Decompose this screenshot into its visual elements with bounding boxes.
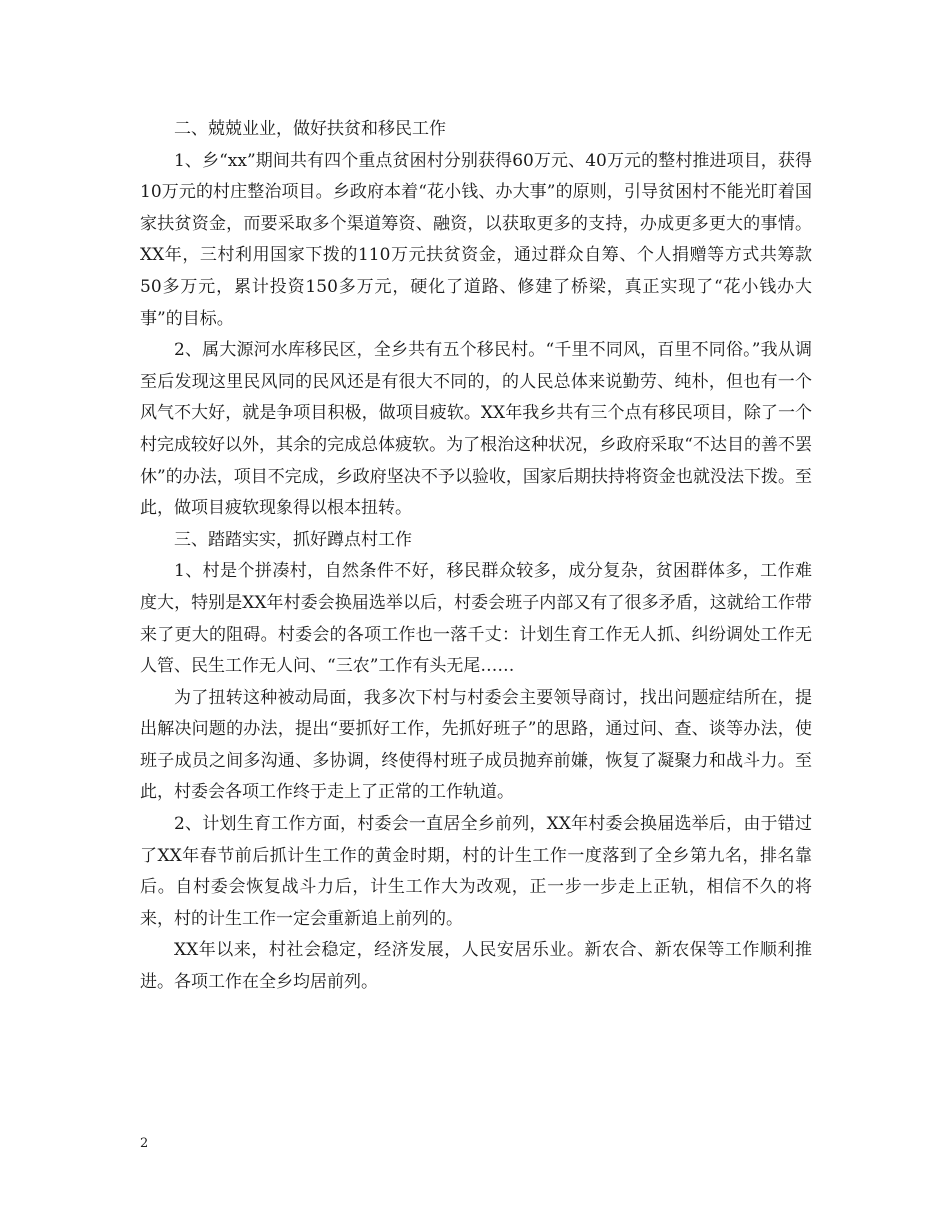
- page-number: 2: [140, 1136, 149, 1151]
- paragraph-poverty-projects: 1、乡“xx”期间共有四个重点贫困村分别获得60万元、40万元的整村推进项目，获得10万元的村庄整治项目。乡政府本着“花小钱、办大事”的原则，引导贫困村不能光盯着国家扶贫资金，而要采取多个渠道筹资、融资，以获取更多的支持，办成更多更大的事情。XX年，三村利用国家下拨的110万元扶贫资金，通过群众自筹、个人捐赠等方式共筹款50多万元，累计投资150多万元，硬化了道路、修建了桥梁，真正实现了“花小钱办大事”的目标。: [140, 150, 812, 329]
- section-heading-3: 三、踏踏实实，抓好蹲点村工作: [174, 529, 412, 550]
- paragraph-village-situation: 1、村是个拼凑村，自然条件不好，移民群众较多，成分复杂，贫困群体多，工作难度大，特别是XX年村委会换届选举以后，村委会班子内部又有了很多矛盾，这就给工作带来了更大的阻碍。村委会的各项工作也一落千丈：计划生育工作无人抓、纠纷调处工作无人管、民生工作无人问、“三农”工作有头无尾……: [140, 561, 812, 677]
- section-heading-2: 二、兢兢业业，做好扶贫和移民工作: [174, 119, 446, 139]
- paragraph-turnaround: 为了扭转这种被动局面，我多次下村与村委会主要领导商讨，找出问题症结所在，提出解决问题的办法，提出“要抓好工作，先抓好班子”的思路，通过问、查、谈等办法，使班子成员之间多沟通、多协调，终使得村班子成员抛弃前嫌，恢复了凝聚力和战斗力。至此，村委会各项工作终于走上了正常的工作轨道。: [140, 687, 812, 803]
- paragraph-summary: XX年以来，村社会稳定，经济发展，人民安居乐业。新农合、新农保等工作顺利推进。各项工作在全乡均居前列。: [140, 940, 812, 993]
- paragraph-family-planning: 2、计划生育工作方面，村委会一直居全乡前列，XX年村委会换届选举后，由于错过了XX年春节前后抓计生工作的黄金时期，村的计生工作一度落到了全乡第九名，排名靠后。自村委会恢复战斗力后，计生工作大为改观，正一步一步走上正轨，相信不久的将来，村的计生工作一定会重新追上前列的。: [140, 814, 812, 929]
- document-body: [140, 114, 812, 999]
- paragraph-resettlement-area: 2、属大源河水库移民区，全乡共有五个移民村。“千里不同风，百里不同俗。”我从调至后发现这里民风同的民风还是有很大不同的，的人民总体来说勤劳、纯朴，但也有一个风气不大好，就是争项目积极，做项目疲软。XX年我乡共有三个点有移民项目，除了一个村完成较好以外，其余的完成总体疲软。为了根治这种状况，乡政府采取“不达目的善不罢休”的办法，项目不完成，乡政府坚决不予以验收，国家后期扶持将资金也就没法下拨。至此，做项目疲软现象得以根本扭转。: [140, 340, 812, 519]
